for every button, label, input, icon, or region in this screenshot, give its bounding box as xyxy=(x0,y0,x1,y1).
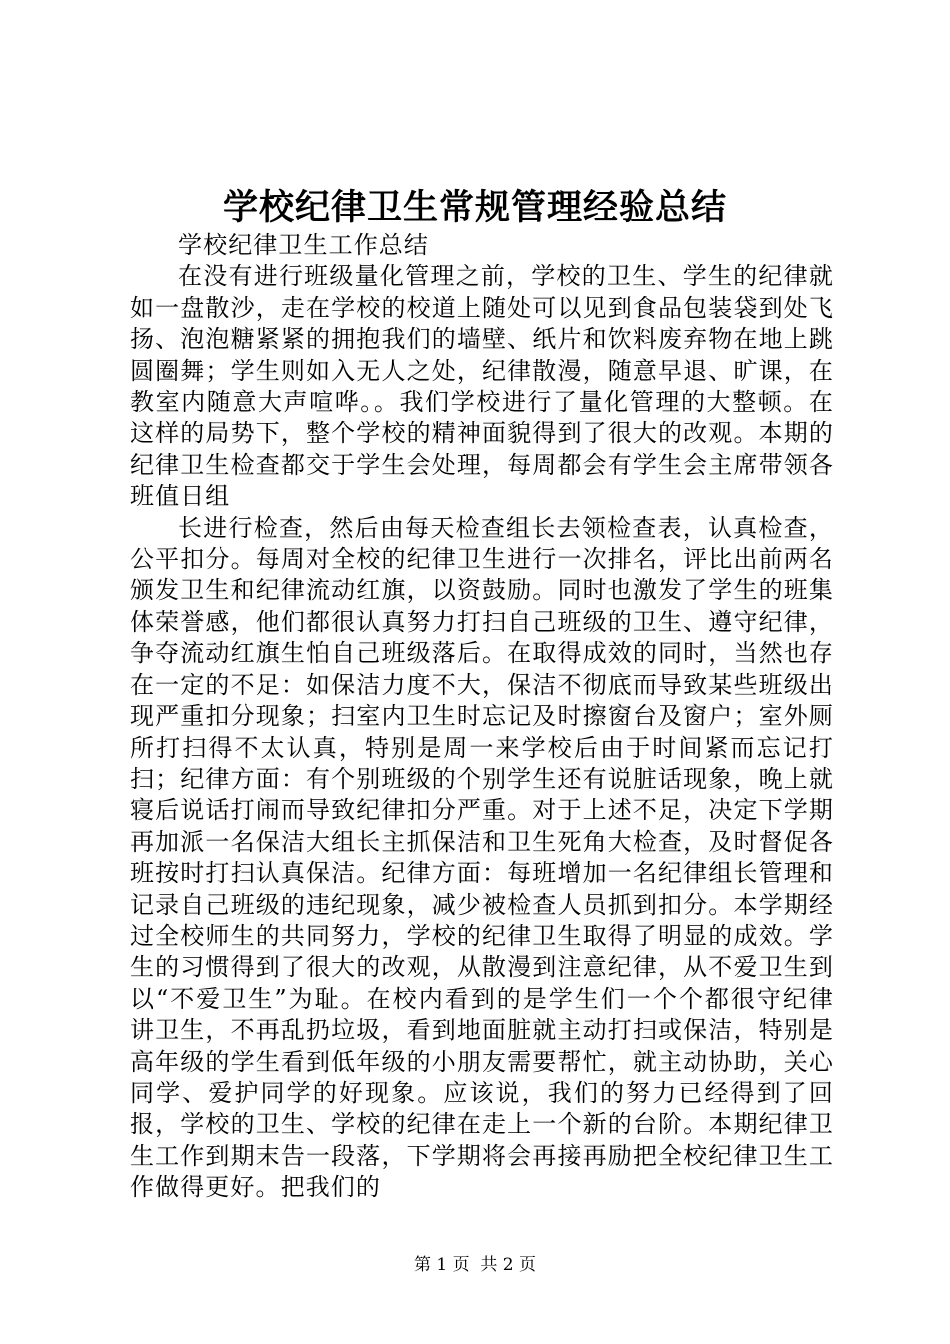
document-body xyxy=(130,230,834,1204)
page-footer xyxy=(0,1253,950,1277)
paragraph-1: 在没有进行班级量化管理之前，学校的卫生、学生的纪律就如一盘散沙，走在学校的校道上随处可以见到食品包装袋到处飞扬、泡泡糖紧紧的拥抱我们的墙壁、纸片和饮料废弃物在地上跳圆圈舞；学生则如入无人之处，纪律散漫，随意早退、旷课，在教室内随意大声喧哗。。我们学校进行了量化管理的大整顿。在这样的局势下，整个学校的精神面貌得到了很大的改观。本期的纪律卫生检查都交于学生会处理，每周都会有学生会主席带领各班值日组 xyxy=(130,262,834,511)
document-title: 学校纪律卫生常规管理经验总结 xyxy=(222,187,727,228)
paragraph-2: 长进行检查，然后由每天检查组长去领检查表，认真检查，公平扣分。每周对全校的纪律卫生进行一次排名，评比出前两名颁发卫生和纪律流动红旗，以资鼓励。同时也激发了学生的班集体荣誉感，他们都很认真努力打扫自己班级的卫生、遵守纪律，争夺流动红旗生怕自己班级落后。在取得成效的同时，当然也存在一定的不足：如保洁力度不大，保洁不彻底而导致某些班级出现严重扣分现象；扫室内卫生时忘记及时擦窗台及窗户；室外厕所打扫得不太认真，特别是周一来学校后由于时间紧而忘记打扫；纪律方面：有个别班级的个别学生还有说脏话现象，晚上就寝后说话打闹而导致纪律扣分严重。对于上述不足，决定下学期再加派一名保洁大组长主抓保洁和卫生死角大检查，及时督促各班按时打扫认真保洁。纪律方面：每班增加一名纪律组长管理和记录自己班级的违纪现象，减少被检查人员抓到扣分。本学期经过全校师生的共同努力，学校的纪律卫生取得了明显的成效。学生的习惯得到了很大的改观，从散漫到注意纪律，从不爱卫生到以“不爱卫生”为耻。在校内看到的是学生们一个个都很守纪律讲卫生，不再乱扔垃圾，看到地面脏就主动打扫或保洁，特别是高年级的学生看到低年级的小朋友需要帮忙，就主动协助，关心同学、爱护同学的好现象。应该说，我们的努力已经得到了回报，学校的卫生、学校的纪律在走上一个新的台阶。本期纪律卫生工作到期末告一段落，下学期将会再接再励把全校纪律卫生工作做得更好。把我们的 xyxy=(130,513,834,1202)
document-subtitle: 学校纪律卫生工作总结 xyxy=(178,231,429,259)
page-number-label: 第 1 页 共 2 页 xyxy=(413,1255,537,1275)
